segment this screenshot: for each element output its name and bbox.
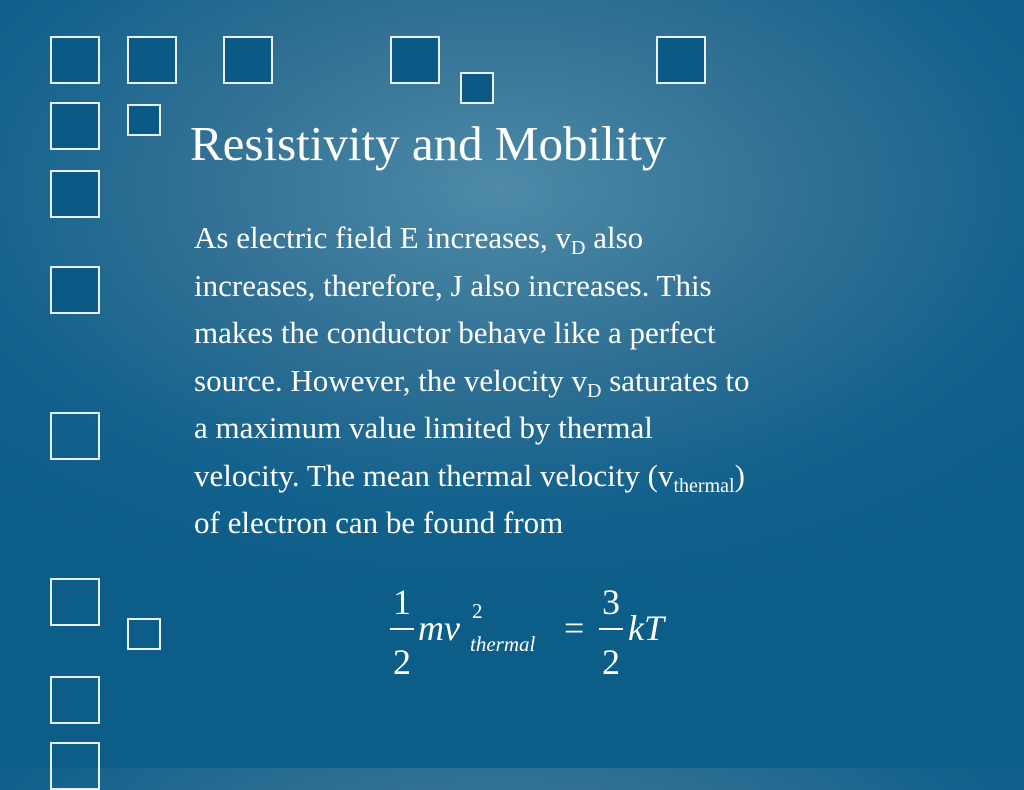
decor-square — [127, 36, 177, 84]
kt-term: kT — [628, 608, 664, 648]
mass-velocity-term: mv — [418, 608, 460, 648]
body-line: increases, therefore, J also increases. This — [194, 267, 712, 303]
subscript: D — [571, 237, 586, 259]
slide-title: Resistivity and Mobility — [190, 116, 667, 171]
fraction-denominator: 2 — [602, 642, 620, 682]
fraction-denominator: 2 — [393, 642, 411, 682]
body-line: of electron can be found from — [194, 505, 564, 540]
decor-square — [50, 676, 100, 724]
decor-square — [460, 72, 494, 104]
body-text: saturates to — [601, 362, 750, 398]
body-text: As electric field E increases, v — [194, 220, 571, 255]
decor-square — [223, 36, 273, 84]
body-text: also — [585, 220, 644, 255]
thermal-subscript: thermal — [470, 632, 536, 656]
body-line — [194, 452, 934, 500]
decor-square — [50, 266, 100, 314]
fraction-numerator: 3 — [602, 582, 620, 622]
decor-square — [656, 36, 706, 84]
body-line — [194, 357, 934, 405]
equals-sign: = — [564, 608, 585, 648]
fraction-numerator: 1 — [393, 582, 411, 622]
body-line: a maximum value limited by thermal — [194, 410, 653, 445]
decor-square — [390, 36, 440, 84]
thermal-velocity-equation — [380, 578, 700, 688]
decor-square — [50, 102, 100, 150]
decor-square — [50, 412, 100, 460]
decor-square — [50, 170, 100, 218]
slide-body — [194, 214, 934, 547]
subscript: D — [587, 379, 602, 402]
subscript: thermal — [673, 474, 735, 497]
decor-square — [127, 104, 161, 136]
body-text: ) — [734, 457, 745, 493]
decor-square — [50, 578, 100, 626]
exponent: 2 — [472, 599, 483, 623]
decor-square — [50, 742, 100, 790]
body-text: velocity. The mean thermal velocity (v — [194, 457, 674, 493]
decor-square — [50, 36, 100, 84]
decor-square — [127, 618, 161, 650]
body-line: makes the conductor behave like a perfect — [194, 315, 716, 350]
body-line — [194, 214, 934, 262]
body-text: source. However, the velocity v — [194, 362, 588, 398]
